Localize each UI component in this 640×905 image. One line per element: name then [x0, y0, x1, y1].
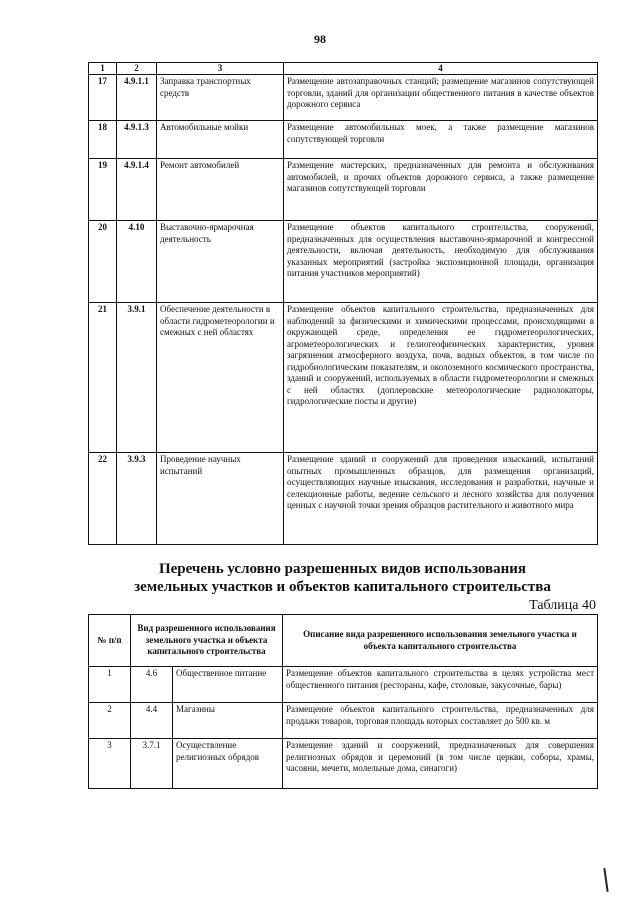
use-description: Размещение зданий и сооружений для проведения изысканий, испытаний опытных промышленных образцов, для размещения организаций, осуществляющих научные изыскания, исследования и разработки, научные и селекционные работы, ведение сельского и лесного хозяйства для получения ценных с научной точки зрения образцов растительного и животного мира — [284, 453, 598, 545]
table-header-row — [89, 63, 598, 75]
use-description: Размещение автозаправочных станций; размещение магазинов сопутствующей торговли, зданий для организации общественного питания в качестве объектов дорожного сервиса — [284, 75, 598, 121]
land-use-table-continued — [88, 62, 598, 545]
use-description: Размещение мастерских, предназначенных для ремонта и обслуживания автомобилей, и прочих объектов дорожного сервиса, а также размещение магазинов сопутствующей торговли — [284, 159, 598, 221]
use-name: Ремонт автомобилей — [157, 159, 284, 221]
row-number: 19 — [89, 159, 117, 221]
use-code: 3.7.1 — [131, 739, 173, 789]
table-row — [89, 75, 598, 121]
use-code: 4.9.1.1 — [117, 75, 157, 121]
use-code: 4.9.1.4 — [117, 159, 157, 221]
row-number: 22 — [89, 453, 117, 545]
column-header: 3 — [157, 63, 284, 75]
use-description: Размещение зданий и сооружений, предназначенных для совершения религиозных обрядов и церемоний (в том числе церкви, соборы, храмы, часовни, мечети, молельные дома, синагоги) — [283, 739, 598, 789]
use-name: Обеспечение деятельности в области гидрометеорологии и смежных с ней областях — [157, 303, 284, 453]
table-caption: Таблица 40 — [529, 598, 596, 613]
section-heading-line-1: Перечень условно разрешенных видов использования — [158, 561, 527, 577]
row-number: 20 — [89, 221, 117, 303]
use-description: Размещение объектов капитального строительства, предназначенных для наблюдений за физическими и химическими процессами, происходящими в окружающей среде, определения ее гидрометеорологических, агрометеорологических и гелиогеофизических характеристик, уровня загрязнения атмосферного воздуха, почв, водных объектов, в том числе по гидробиологическим показателям, и околоземного космического пространства, зданий и сооружений, используемых в области гидрометеорологии и смежных с ней областях (доплеровские метеорологические радиолокаторы, гидрологические посты и другие) — [284, 303, 598, 453]
column-header: 4 — [284, 63, 598, 75]
column-header-kind: Вид разрешенного использования земельного участка и объекта капитального строительства — [131, 615, 283, 667]
column-header-number: № п/п — [89, 615, 131, 667]
use-code: 3.9.1 — [117, 303, 157, 453]
table-row — [89, 739, 598, 789]
use-name: Заправка транспортных средств — [157, 75, 284, 121]
table-row — [89, 303, 598, 453]
column-header-description: Описание вида разрешенного использования земельного участка и объекта капитального строительства — [283, 615, 598, 667]
use-code: 4.6 — [131, 667, 173, 703]
use-code: 4.10 — [117, 221, 157, 303]
use-code: 3.9.3 — [117, 453, 157, 545]
column-header: 2 — [117, 63, 157, 75]
table-row — [89, 221, 598, 303]
column-header: 1 — [89, 63, 117, 75]
row-number: 21 — [89, 303, 117, 453]
table-row — [89, 453, 598, 545]
use-name: Выставочно-ярмарочная деятельность — [157, 221, 284, 303]
use-name: Осуществление религиозных обрядов — [173, 739, 283, 789]
use-description: Размещение объектов капитального строительства, предназначенных для продажи товаров, торговая площадь которых составляет до 500 кв. м — [283, 703, 598, 739]
row-number: 18 — [89, 121, 117, 159]
table-row — [89, 159, 598, 221]
use-description: Размещение объектов капитального строительства, сооружений, предназначенных для осуществления выставочно-ярмарочной и конгрессной деятельности, включая деятельность, необходимую для обслуживания указанных мероприятий (застройка экспозиционной площади, организация питания участников мероприятий) — [284, 221, 598, 303]
use-code: 4.9.1.3 — [117, 121, 157, 159]
row-number: 2 — [89, 703, 131, 739]
use-name: Общественное питание — [173, 667, 283, 703]
row-number: 3 — [89, 739, 131, 789]
section-heading-line-2: земельных участков и объектов капитального строительства — [134, 579, 551, 595]
table-row — [89, 667, 598, 703]
use-description: Размещение объектов капитального строительства в целях устройства мест общественного питания (рестораны, кафе, столовые, закусочные, бары) — [283, 667, 598, 703]
use-description: Размещение автомобильных моек, а также размещение магазинов сопутствующей торговли — [284, 121, 598, 159]
use-name: Автомобильные мойки — [157, 121, 284, 159]
row-number: 1 — [89, 667, 131, 703]
table-row — [89, 121, 598, 159]
table-row — [89, 703, 598, 739]
page-number: 98 — [314, 32, 326, 46]
conditional-use-table — [88, 614, 598, 789]
pen-mark — [603, 868, 608, 892]
use-name: Проведение научных испытаний — [157, 453, 284, 545]
use-name: Магазины — [173, 703, 283, 739]
table-header-row — [89, 615, 598, 667]
row-number: 17 — [89, 75, 117, 121]
use-code: 4.4 — [131, 703, 173, 739]
